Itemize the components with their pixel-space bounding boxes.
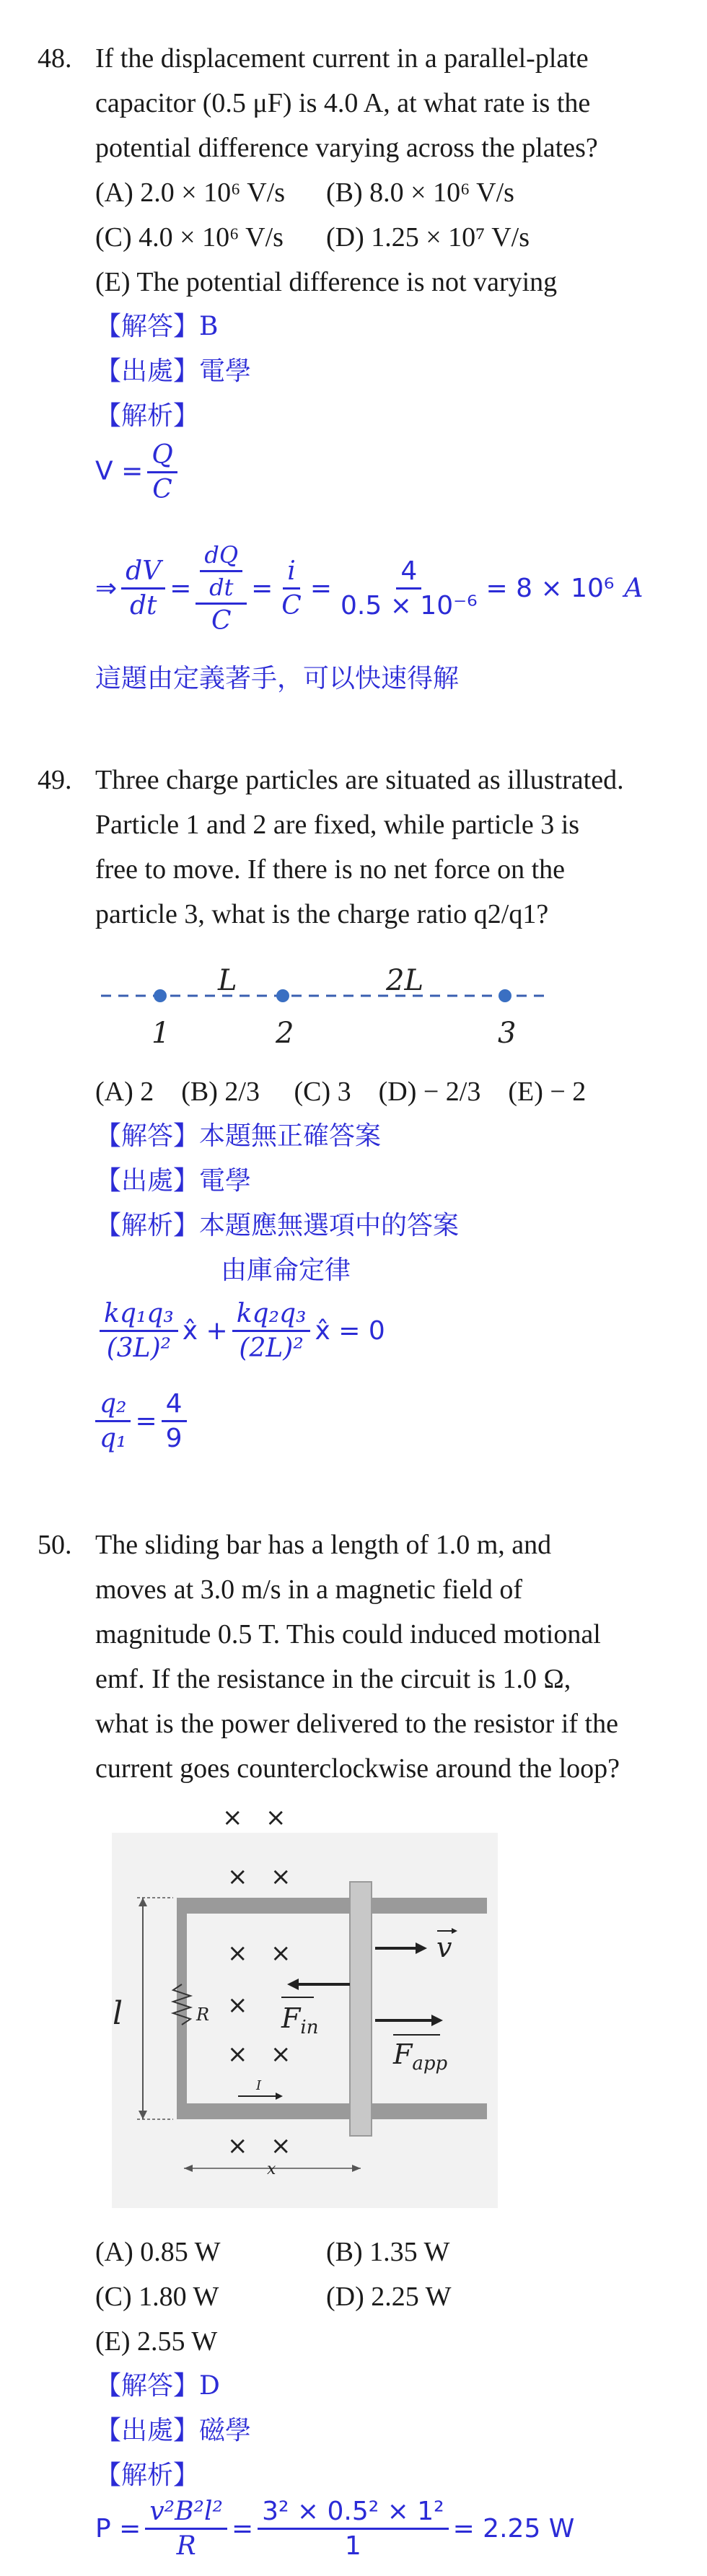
field-cross-icon: × [227,1862,248,1891]
length-label: l [113,1995,123,2032]
fraction [147,440,177,504]
particle-2-label: 2 [276,1017,294,1050]
equation-v-q-c [95,440,182,504]
equation-unit: A [624,574,644,603]
source-label: 【出處】電學 [95,356,252,386]
equation-charge-ratio: $\frac{\text{q₂}}{\text{q₁}}$ = $\frac{4}{9}$ [95,1389,191,1453]
fraction-denominator: C [281,591,302,621]
analysis-label: 【解析】 [95,2461,200,2490]
question-number: 49. [38,765,72,795]
answer-label: 【解答】B [95,312,219,341]
question-number: 50. [38,1530,72,1560]
field-cross-icon: × [227,1991,248,2020]
induced-force-label: $F_{in}$ [281,2002,319,2038]
label-L: L [218,964,237,997]
field-cross-icon: × [227,2040,248,2069]
resistor-label: R [196,2005,210,2025]
fraction [121,556,165,621]
question-stem-line: what is the power delivered to the resistor if the [95,1709,618,1739]
equation-power: P = $\frac{\text{v²B²l²}}{R}$ = $\frac{\text{3² × 0.5² × 1²}}{1}$ = 2.25 W [95,2497,575,2561]
analysis-label: 【解析】本題應無選項中的答案 [95,1211,460,1240]
fraction-numerator: 4 [162,1389,187,1422]
source-label: 【出處】電學 [95,1166,252,1196]
equation-result: = 2.25 W [452,2514,575,2544]
fraction-numerator: 3² × 0.5² × 1² [258,2497,448,2530]
fraction-numerator: i [283,556,300,590]
fraction-numerator: 4 [396,556,421,590]
field-cross-icon: × [271,2132,291,2160]
fraction [95,1389,131,1453]
equation-lhs: P = [95,2514,141,2544]
particle-3 [499,989,511,1002]
option-b: (B) 8.0 × 10⁶ V/s [326,178,514,208]
label-2L: 2L [386,964,424,997]
option-c: (C) 4.0 × 10⁶ V/s [95,222,284,253]
fraction-numerator: kq₂q₃ [232,1299,311,1332]
fraction-numerator: q₂ [95,1389,131,1422]
sliding-bar [350,1882,372,2136]
source-label: 【出處】磁學 [95,2416,252,2445]
question-stem-line: If the displacement current in a parallel-plate [95,43,589,74]
fraction-numerator: kq₁q₃ [100,1299,178,1332]
fraction [277,556,306,621]
fraction-numerator: dV [121,556,165,590]
implies-arrow: ⇒ [95,574,118,603]
unit-vector-term: x̂ + [182,1316,228,1346]
question-stem-line: The sliding bar has a length of 1.0 m, and [95,1530,552,1560]
option-b: (B) 1.35 W [326,2237,450,2267]
particle-1 [154,989,167,1002]
question-stem-line: Three charge particles are situated as illustrated. [95,765,624,795]
equation-lhs: V = [95,456,144,486]
option-d: (D) 2.25 W [326,2282,452,2312]
fraction-denominator: (2L)² [239,1333,304,1363]
fraction [258,2497,448,2561]
analysis-label: 【解析】 [95,401,200,431]
fraction-denominator: R [176,2531,196,2561]
fraction-numerator [196,541,247,605]
fraction-denominator: 0.5 × 10⁻⁶ [341,591,478,621]
fraction-denominator: 9 [165,1424,183,1453]
question-number: 48. [38,43,72,74]
x-label: x [267,2160,276,2178]
top-rail [184,1898,487,1914]
option-a: (A) 0.85 W [95,2237,221,2267]
field-cross-icon: × [222,1804,243,1832]
question-stem-line: capacitor (0.5 μF) is 4.0 A, at what rate is the [95,88,591,118]
fraction-denominator: C [211,606,232,636]
answer-label: 【解答】本題無正確答案 [95,1121,382,1151]
velocity-label: v [436,1932,452,1963]
option-e: (E) The potential difference is not varying [95,267,558,297]
fraction-denominator: q₁ [100,1424,127,1453]
particle-1-label: 1 [152,1017,170,1050]
fraction-denominator: (3L)² [106,1333,172,1363]
option-c: (C) 1.80 W [95,2282,219,2312]
question-stem-line: potential difference varying across the plates? [95,133,598,163]
question-stem-line: moves at 3.0 m/s in a magnetic field of [95,1574,523,1605]
analysis-continued: 由庫侖定律 [221,1256,351,1285]
fraction [336,556,482,621]
option-a: (A) 2.0 × 10⁶ V/s [95,178,286,208]
option-e: (E) 2.55 W [95,2326,218,2357]
question-stem-line: free to move. If there is no net force on the [95,854,566,885]
compound-fraction [196,541,247,636]
fraction [145,2497,227,2561]
inner-fraction [200,541,242,601]
answer-label: 【解答】D [95,2371,220,2401]
equation-dv-dt: ⇒ $\frac{dV}{dt}$ = $\frac{\frac{dQ}{dt}}{C}$ = $\frac{i}{C}$ = $\frac{4}{\text{0.5 × 10⁻⁶}}$ = 8 × 10⁶ A [95,541,644,636]
options-row: (A) 2 (B) 2/3 (C) 3 (D) − 2/3 (E) − 2 [95,1077,587,1107]
unit-vector-term: x̂ = 0 [315,1316,385,1346]
fraction-numerator: dQ [200,541,242,572]
question-stem-line: Particle 1 and 2 are fixed, while particle 3 is [95,810,580,840]
particle-2 [276,989,289,1002]
fraction-denominator: dt [209,574,234,601]
fraction-numerator: Q [147,440,177,473]
equation-coulomb-balance [95,1299,385,1363]
fraction [162,1389,187,1453]
field-cross-icon: × [227,2132,248,2160]
equation-result: = 8 × 10⁶ [486,574,615,603]
charge-diagram [94,960,556,1061]
question-stem-line: particle 3, what is the charge ratio q2/q1? [95,899,549,929]
question-stem-line: magnitude 0.5 T. This could induced motional [95,1619,601,1650]
option-d: (D) 1.25 × 10⁷ V/s [326,222,530,253]
fraction-denominator: C [152,475,172,504]
fraction [232,1299,311,1363]
field-cross-icon: × [265,1804,286,1832]
field-cross-icon: × [271,1939,291,1968]
fraction-numerator: v²B²l² [145,2497,227,2530]
applied-force-label: $F_{app}$ [393,2038,448,2075]
solution-note: 這題由定義著手，可以快速得解 [95,664,460,693]
field-cross-icon: × [271,1862,291,1891]
field-cross-icon: × [271,2040,291,2069]
question-stem-line: emf. If the resistance in the circuit is 1.0 Ω, [95,1664,571,1694]
particle-3-label: 3 [498,1017,517,1050]
bottom-rail [184,2103,487,2119]
fraction [100,1299,178,1363]
sliding-bar-diagram [101,1804,505,2215]
fraction-denominator: dt [129,591,157,621]
fraction-denominator: 1 [344,2531,361,2561]
current-label: I [256,2078,262,2093]
field-cross-icon: × [227,1939,248,1968]
question-stem-line: current goes counterclockwise around the loop? [95,1753,620,1784]
